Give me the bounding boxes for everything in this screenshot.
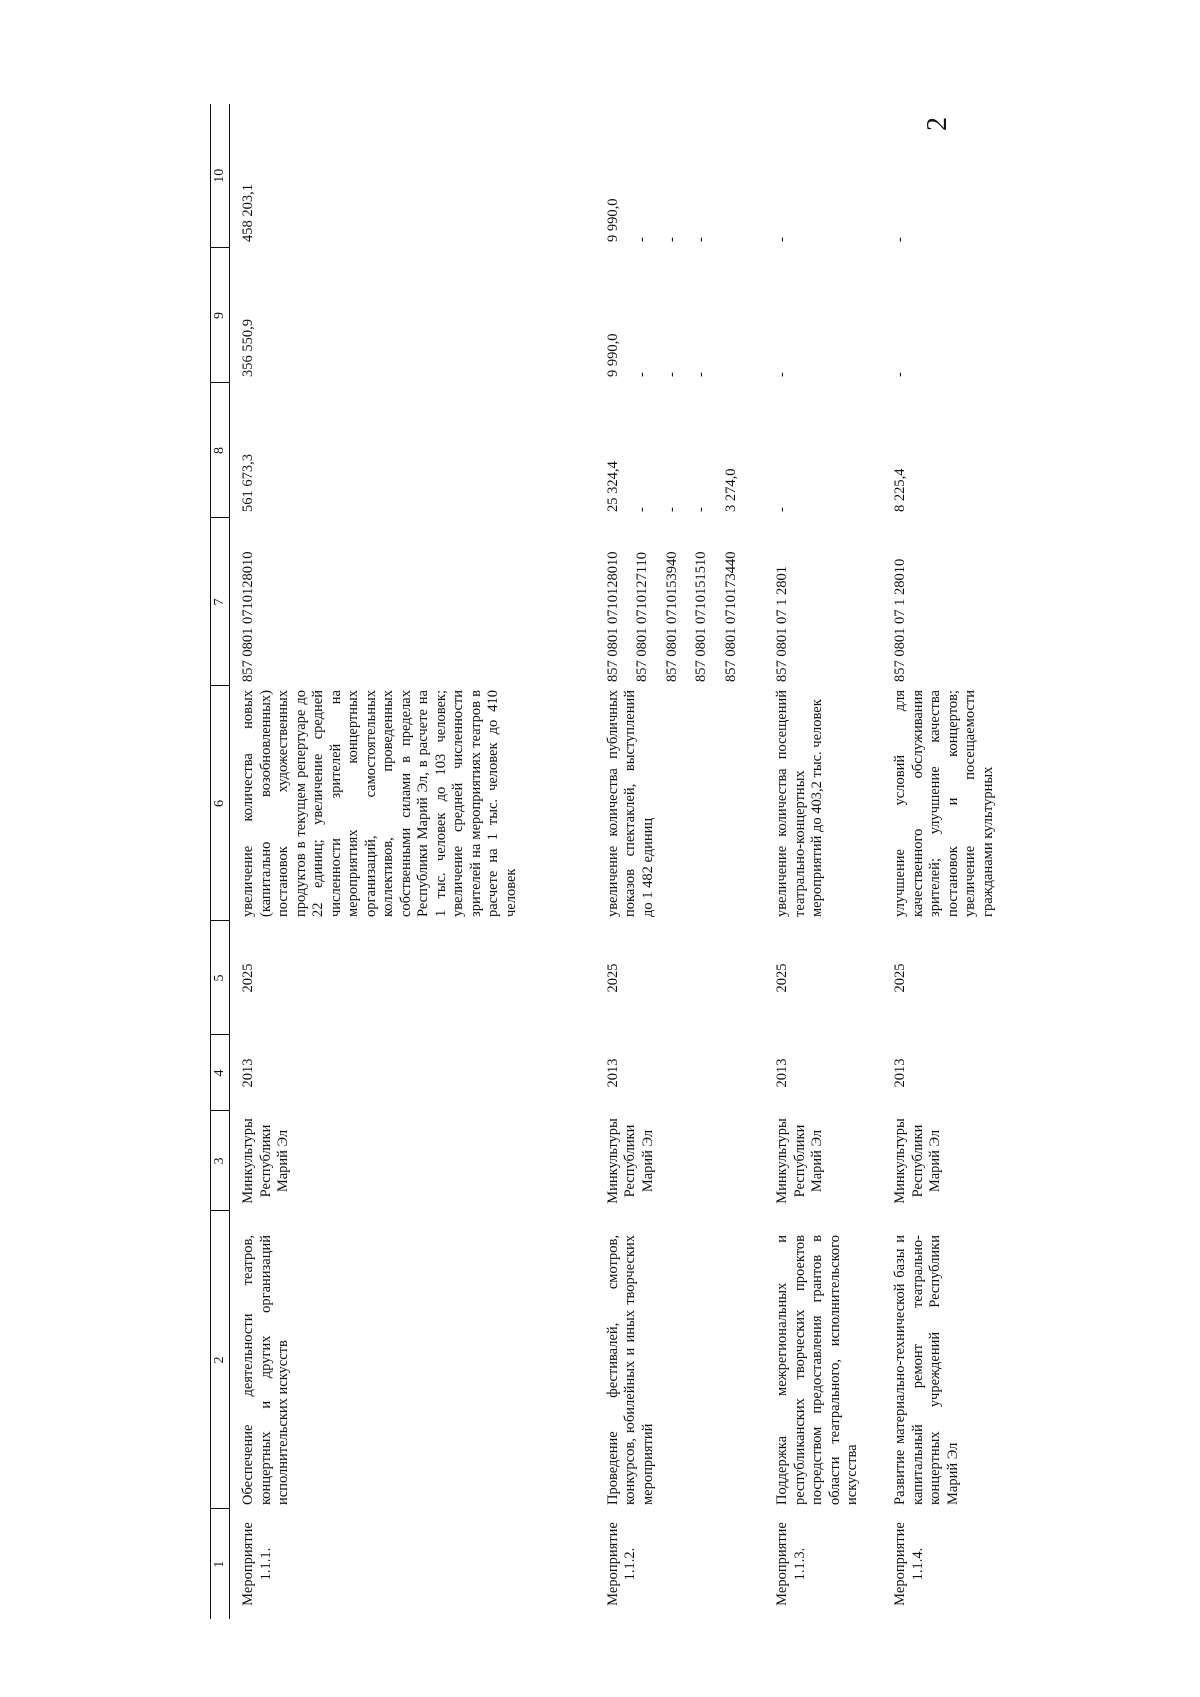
budget-code-cell <box>882 518 1009 686</box>
table-row <box>882 104 1009 1619</box>
column-header: 5 <box>211 921 230 1035</box>
column-header: 3 <box>211 1111 230 1211</box>
budget-code: 857 0801 0710128010 <box>604 551 621 682</box>
program-activities-table <box>210 104 1009 1619</box>
activity-id: Мероприятие 1.1.2. <box>604 1522 638 1606</box>
budget-code: 857 0801 0710153940 <box>663 551 680 682</box>
col10-value: 9 990,0 <box>604 198 621 242</box>
col9-cell <box>595 248 765 383</box>
budget-code: 857 0801 0710128010 <box>240 551 256 682</box>
col9-value: - <box>693 372 709 377</box>
expected-result: улучшение условий для качественного обслуживания зрителей; улучшение качества постановок и концертов; увеличение посещаемости гражданами культурных <box>892 690 996 917</box>
col10-cell <box>882 104 1009 248</box>
column-header: 10 <box>211 104 230 248</box>
activity-id: Мероприятие 1.1.1. <box>240 1522 274 1606</box>
column-header: 1 <box>211 1509 230 1619</box>
end-year: 2025 <box>604 963 621 993</box>
col8-value: - <box>774 507 790 512</box>
column-header: 4 <box>211 1035 230 1111</box>
col10-value: 458 203,1 <box>240 184 256 242</box>
budget-code-cell <box>764 518 882 686</box>
activity-executor: Минкультуры Республики Марий Эл <box>604 1118 656 1204</box>
col10-cell <box>230 104 595 248</box>
col8-value: - <box>693 507 709 512</box>
col8-cell <box>230 383 595 518</box>
activity-name: Поддержка межрегиональных и республиканских творческих проектов посредством предоставления грантов в области театрального, исполнительского искусства <box>774 1235 860 1505</box>
column-number-row <box>211 104 230 1619</box>
column-header: 2 <box>211 1211 230 1509</box>
col9-value: - <box>634 372 650 377</box>
budget-code: 857 0801 0710127110 <box>634 552 650 682</box>
col8-value: 25 324,4 <box>604 461 621 512</box>
column-header: 9 <box>211 248 230 383</box>
activity-executor: Минкультуры Республики Марий Эл <box>892 1118 943 1204</box>
activity-id: Мероприятие 1.1.3. <box>774 1522 808 1606</box>
budget-code-cell <box>595 518 765 686</box>
table-row <box>764 104 882 1619</box>
start-year: 2013 <box>774 1058 790 1088</box>
col9-value: - <box>663 372 680 377</box>
expected-result: увеличение количества публичных показов спектаклей, выступлений до 1 482 единиц <box>604 690 656 917</box>
col10-value: - <box>774 237 790 242</box>
col10-cell <box>595 104 765 248</box>
budget-code: 857 0801 07 1 28010 <box>892 558 908 682</box>
table-row <box>595 104 765 1619</box>
col8-cell <box>595 383 765 518</box>
expected-result: увеличение количества новых (капитально возобновленных) постановок художественных продуктов в текущем репертуаре до 22 единиц; увеличение средней численности зрителей на мероприятиях концертных организаций, самостоятельных коллективов, проведенных собственными силами в пределах Республики Марий Эл, в расчете на 1 тыс. человек до 103 человек; увеличение средней численности зрителей на мероприятиях театров в расчете на 1 тыс. человек до 410 человек <box>240 690 519 917</box>
col10-cell <box>764 104 882 248</box>
col9-value: 356 550,9 <box>240 319 256 377</box>
budget-code: 857 0801 0710151510 <box>693 551 709 682</box>
budget-code: 857 0801 0710173440 <box>722 551 739 682</box>
end-year: 2025 <box>892 963 908 993</box>
activity-name: Развитие материально-технической базы и капитальный ремонт театрально-концертных учреждений Республики Марий Эл <box>892 1235 961 1505</box>
activity-name: Обеспечение деятельности театров, концертных и других организаций исполнительских искусств <box>240 1235 291 1505</box>
column-header: 8 <box>211 383 230 518</box>
col8-cell <box>764 383 882 518</box>
column-header: 7 <box>211 518 230 686</box>
end-year: 2025 <box>774 963 790 993</box>
col8-value: 8 225,4 <box>892 468 908 512</box>
col10-value: - <box>634 237 650 242</box>
col9-value: - <box>892 372 908 377</box>
col9-value: 9 990,0 <box>604 333 621 377</box>
col9-cell <box>230 248 595 383</box>
column-header: 6 <box>211 686 230 921</box>
budget-code-cell <box>230 518 595 686</box>
col9-cell <box>764 248 882 383</box>
expected-result: увеличение количества посещений театрально-концертных мероприятий до 403,2 тыс. человек <box>774 690 825 917</box>
col8-value: 3 274,0 <box>722 468 739 512</box>
table-row <box>230 104 595 1619</box>
col10-value: - <box>892 237 908 242</box>
activity-name: Проведение фестивалей, смотров, конкурсов, юбилейных и иных творческих мероприятий <box>604 1235 656 1505</box>
col9-value: - <box>774 372 790 377</box>
col8-value: 561 673,3 <box>240 454 256 512</box>
col8-value: - <box>663 507 680 512</box>
col9-cell <box>882 248 1009 383</box>
col8-cell <box>882 383 1009 518</box>
col10-value: - <box>693 237 709 242</box>
rotated-table-block <box>210 104 996 1619</box>
start-year: 2013 <box>892 1058 908 1088</box>
budget-code: 857 0801 07 1 2801 <box>774 566 790 682</box>
activity-executor: Минкультуры Республики Марий Эл <box>774 1118 825 1204</box>
col8-value: - <box>634 507 650 512</box>
page-number: 2 <box>922 117 953 131</box>
start-year: 2013 <box>604 1058 621 1088</box>
activity-id: Мероприятие 1.1.4. <box>892 1522 926 1606</box>
activity-executor: Минкультуры Республики Марий Эл <box>240 1118 291 1204</box>
start-year: 2013 <box>240 1058 256 1088</box>
col10-value: - <box>663 237 680 242</box>
end-year: 2025 <box>240 963 256 993</box>
